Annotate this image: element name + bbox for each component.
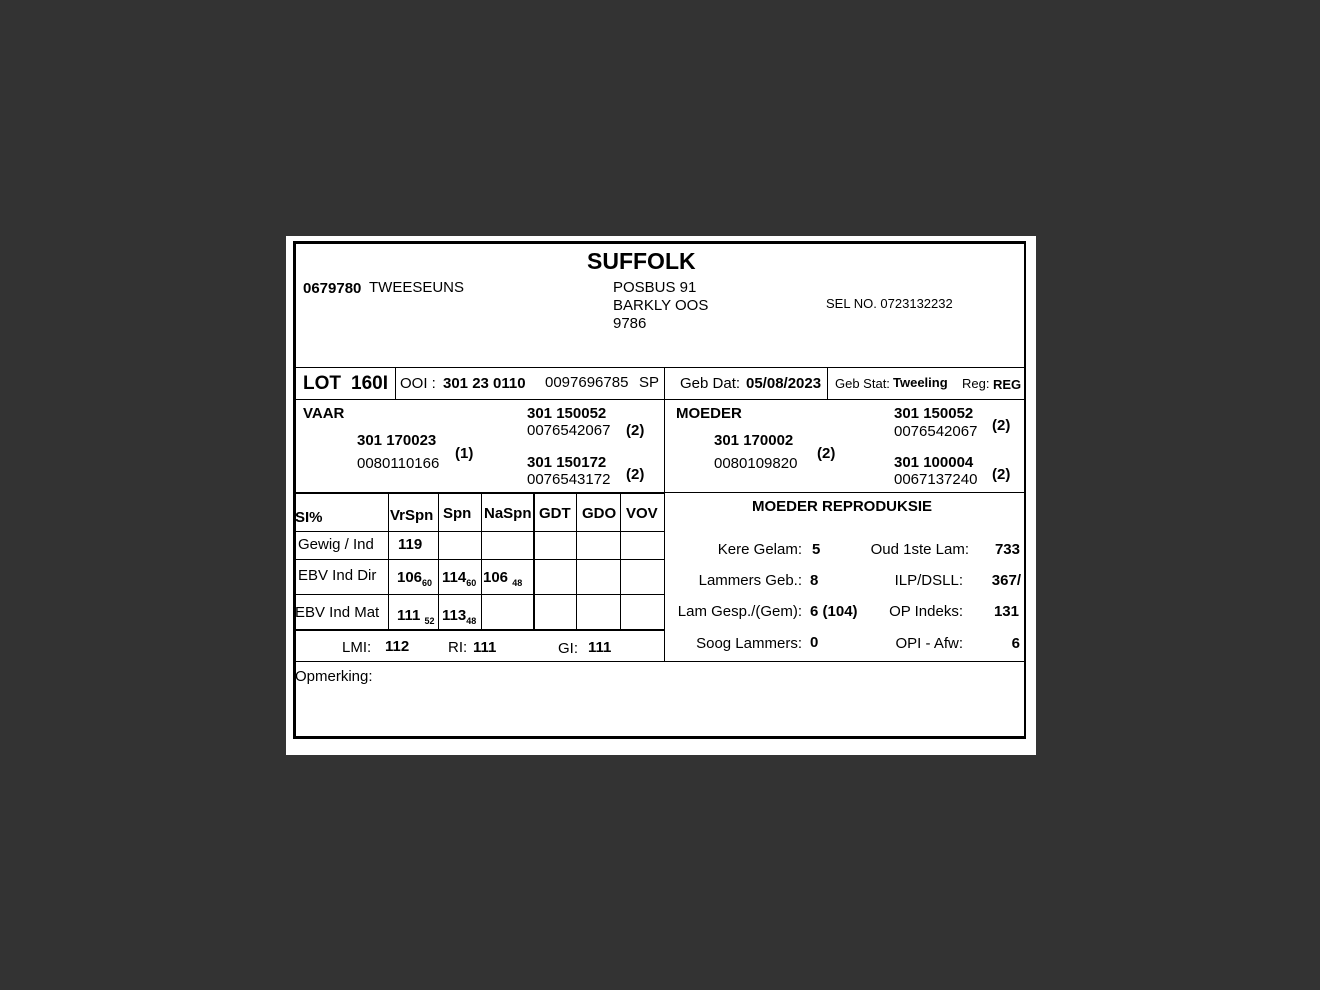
moeder-label: MOEDER xyxy=(676,405,742,422)
vaar-dam-id: 301 150172 xyxy=(527,454,607,471)
ri-value: 111 xyxy=(473,639,497,656)
repro-label: Kere Gelam: xyxy=(717,541,802,558)
table-line xyxy=(620,493,621,630)
table-line xyxy=(295,559,664,560)
cell-value xyxy=(442,569,476,588)
divider xyxy=(664,399,665,662)
row-label: EBV Ind Mat xyxy=(295,604,380,621)
ooi-label: OOI : xyxy=(400,375,436,392)
cell-value: 119 xyxy=(398,536,423,553)
divider xyxy=(295,661,1025,662)
gi-label: GI: xyxy=(558,640,579,657)
col-vrspn: VrSpn xyxy=(390,507,434,524)
address-line-2: BARKLY OOS xyxy=(613,297,709,314)
table-line xyxy=(481,493,482,630)
repro-value: 8 xyxy=(810,572,819,589)
table-line xyxy=(438,493,439,630)
repro-value: 6 xyxy=(1011,635,1020,652)
vaar-id: 301 170023 xyxy=(357,432,437,449)
cell-value xyxy=(397,569,432,588)
repro-value: 733 xyxy=(994,541,1020,558)
vaar-sire-reg: 0076542067 xyxy=(527,422,611,439)
repro-label: Soog Lammers: xyxy=(696,635,802,652)
cell-number: 113 xyxy=(442,607,467,624)
moeder-dam-reg: 0067137240 xyxy=(894,471,978,488)
col-vov: VOV xyxy=(626,505,658,522)
moeder-id: 301 170002 xyxy=(714,432,794,449)
vaar-label: VAAR xyxy=(303,405,345,422)
table-line xyxy=(533,493,535,630)
repro-label: Oud 1ste Lam: xyxy=(870,541,969,558)
col-gdo: GDO xyxy=(582,505,617,522)
moeder-dam-id: 301 100004 xyxy=(894,454,974,471)
gi-value: 111 xyxy=(588,639,612,656)
remarks-label: Opmerking: xyxy=(295,668,373,685)
table-border xyxy=(293,492,665,494)
geb-dat: 05/08/2023 xyxy=(746,375,822,392)
row-label: Gewig / Ind xyxy=(298,536,374,553)
col-spn: Spn xyxy=(443,505,472,522)
repro-label: Lam Gesp./(Gem): xyxy=(677,603,802,620)
ri-label: RI: xyxy=(448,639,468,656)
cell-subscript: 60 xyxy=(466,578,477,588)
repro-label: ILP/DSLL: xyxy=(894,572,963,589)
breeder-code: 0679780 xyxy=(303,280,362,297)
row-label: EBV Ind Dir xyxy=(298,567,377,584)
address-line-1: POSBUS 91 xyxy=(613,279,697,296)
cell-subscript: 48 xyxy=(466,616,477,626)
table-border xyxy=(293,629,665,631)
cell-value xyxy=(397,607,435,626)
divider xyxy=(664,492,1025,493)
table-line xyxy=(576,493,577,630)
cell-subscript: 60 xyxy=(422,578,433,588)
vaar-grade: (1) xyxy=(455,445,474,462)
si-header: SI% xyxy=(295,509,323,526)
address-line-3: 9786 xyxy=(613,315,647,332)
moeder-sire-reg: 0076542067 xyxy=(894,423,978,440)
table-line xyxy=(388,493,389,630)
cell-number: 114 xyxy=(442,569,467,586)
moeder-sire-id: 301 150052 xyxy=(894,405,974,422)
repro-value: 6 (104) xyxy=(810,603,858,620)
repro-label: OP Indeks: xyxy=(889,603,963,620)
cell-number: 106 xyxy=(397,569,423,586)
geb-stat-label: Geb Stat: xyxy=(835,376,890,391)
repro-label: Lammers Geb.: xyxy=(698,572,802,589)
repro-value: 367/ xyxy=(991,572,1021,589)
cell-number: 106 xyxy=(483,569,509,586)
reproduction-title: MOEDER REPRODUKSIE xyxy=(752,498,933,515)
cell-subscript: 48 xyxy=(512,578,523,588)
lot-number: 160I xyxy=(351,373,388,394)
cell-number: 111 xyxy=(397,607,421,624)
vaar-dam-grade: (2) xyxy=(626,466,645,483)
lmi-value: 112 xyxy=(385,638,410,655)
repro-value: 5 xyxy=(812,541,821,558)
table-line xyxy=(295,594,664,595)
reg-status: REG xyxy=(993,377,1022,392)
lmi-label: LMI: xyxy=(342,639,372,656)
divider xyxy=(664,367,665,400)
moeder-sire-grade: (2) xyxy=(992,417,1011,434)
moeder-grade: (2) xyxy=(817,445,836,462)
breeder-name: TWEESEUNS xyxy=(369,279,465,296)
divider xyxy=(295,367,1025,368)
repro-value: 0 xyxy=(810,634,819,651)
cell-subscript: 52 xyxy=(424,616,435,626)
lot-label: LOT xyxy=(303,373,341,394)
moeder-reg: 0080109820 xyxy=(714,455,798,472)
geb-dat-label: Geb Dat: xyxy=(680,375,741,392)
vaar-reg: 0080110166 xyxy=(357,455,440,472)
col-naspn: NaSpn xyxy=(484,505,532,522)
ooi-id: 301 23 0110 xyxy=(443,375,526,392)
repro-label: OPI - Afw: xyxy=(895,635,963,652)
divider xyxy=(827,367,828,400)
cell-value xyxy=(483,569,522,588)
divider xyxy=(295,399,1025,400)
divider xyxy=(395,367,396,400)
col-gdt: GDT xyxy=(539,505,571,522)
repro-value: 131 xyxy=(993,603,1019,620)
sale-card xyxy=(293,241,1026,739)
vaar-sire-id: 301 150052 xyxy=(527,405,607,422)
ooi-reg: 0097696785 xyxy=(545,374,629,391)
vaar-sire-grade: (2) xyxy=(626,422,645,439)
geb-stat: Tweeling xyxy=(893,375,948,390)
cell-value xyxy=(442,607,476,626)
table-line xyxy=(295,531,664,532)
breed-title: SUFFOLK xyxy=(587,248,696,274)
vaar-dam-reg: 0076543172 xyxy=(527,471,611,488)
moeder-dam-grade: (2) xyxy=(992,466,1011,483)
sel-no: SEL NO. 0723132232 xyxy=(826,296,953,311)
ooi-suffix: SP xyxy=(639,374,660,391)
reg-label: Reg: xyxy=(962,376,990,391)
